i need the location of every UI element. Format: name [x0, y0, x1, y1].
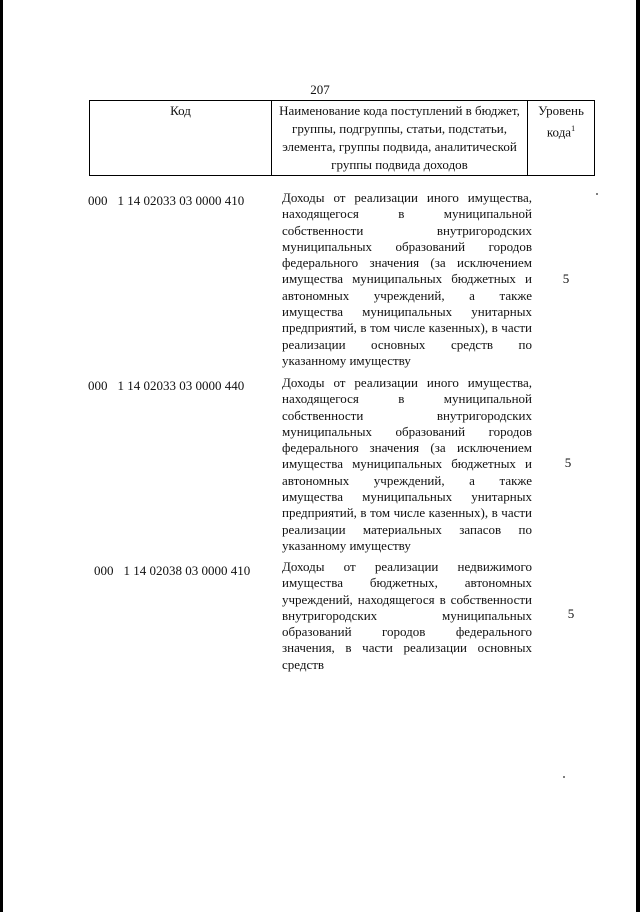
- row-3-description: Доходы от реализации недвижимого имущества бюджетных, автономных учреждений, находящегося в собственности внутригородских муниципальных образований городов федерального значения, в части реализации основных средств: [282, 559, 532, 672]
- row-2-description: Доходы от реализации иного имущества, находящегося в муниципальной собственности внутригородских муниципальных образований городов федерального значения (за исключением имущества муниципальных бюджетных и автономных учреждений, а также имущества муниципальных унитарных предприятий, в том числе казенных), в части реализации материальных запасов по указанному имуществу: [282, 375, 532, 553]
- row-1-code: 1 14 02033 03 0000 410: [117, 193, 245, 208]
- row-1-level: 5: [562, 271, 570, 286]
- row-1-code-cell: [88, 193, 278, 209]
- row-3-code: 1 14 02038 03 0000 410: [123, 563, 251, 578]
- page-number: 207: [310, 82, 330, 97]
- header-code: Код: [90, 101, 272, 176]
- header-level-cell: [528, 101, 595, 176]
- header-level: Уровень кода: [538, 103, 584, 140]
- row-2-admin: 000: [88, 378, 108, 393]
- row-3-admin: 000: [94, 563, 114, 578]
- row-2-code: 1 14 02033 03 0000 440: [117, 378, 245, 393]
- row-3-code-cell: [94, 563, 284, 579]
- row-3-level: 5: [567, 606, 575, 621]
- scan-edge-left: [0, 0, 3, 912]
- row-2-code-cell: [88, 378, 278, 394]
- scan-edge-right: [636, 0, 640, 912]
- scan-speck: [596, 193, 598, 195]
- row-1-admin: 000: [88, 193, 108, 208]
- header-level-footnote: 1: [571, 124, 576, 133]
- scan-speck: [563, 776, 565, 778]
- row-1-description: Доходы от реализации иного имущества, находящегося в муниципальной собственности внутригородских муниципальных образований городов федерального значения (за исключением имущества муниципальных бюджетных и автономных учреждений, а также имущества муниципальных унитарных предприятий, в том числе казенных), в части реализации основных средств по указанному имуществу: [282, 190, 532, 368]
- header-table: [89, 100, 595, 176]
- row-2-level: 5: [564, 455, 572, 470]
- header-name: Наименование кода поступлений в бюджет, группы, подгруппы, статьи, подстатьи, элемента, группы подвида, аналитической группы подвида доходов: [272, 101, 528, 176]
